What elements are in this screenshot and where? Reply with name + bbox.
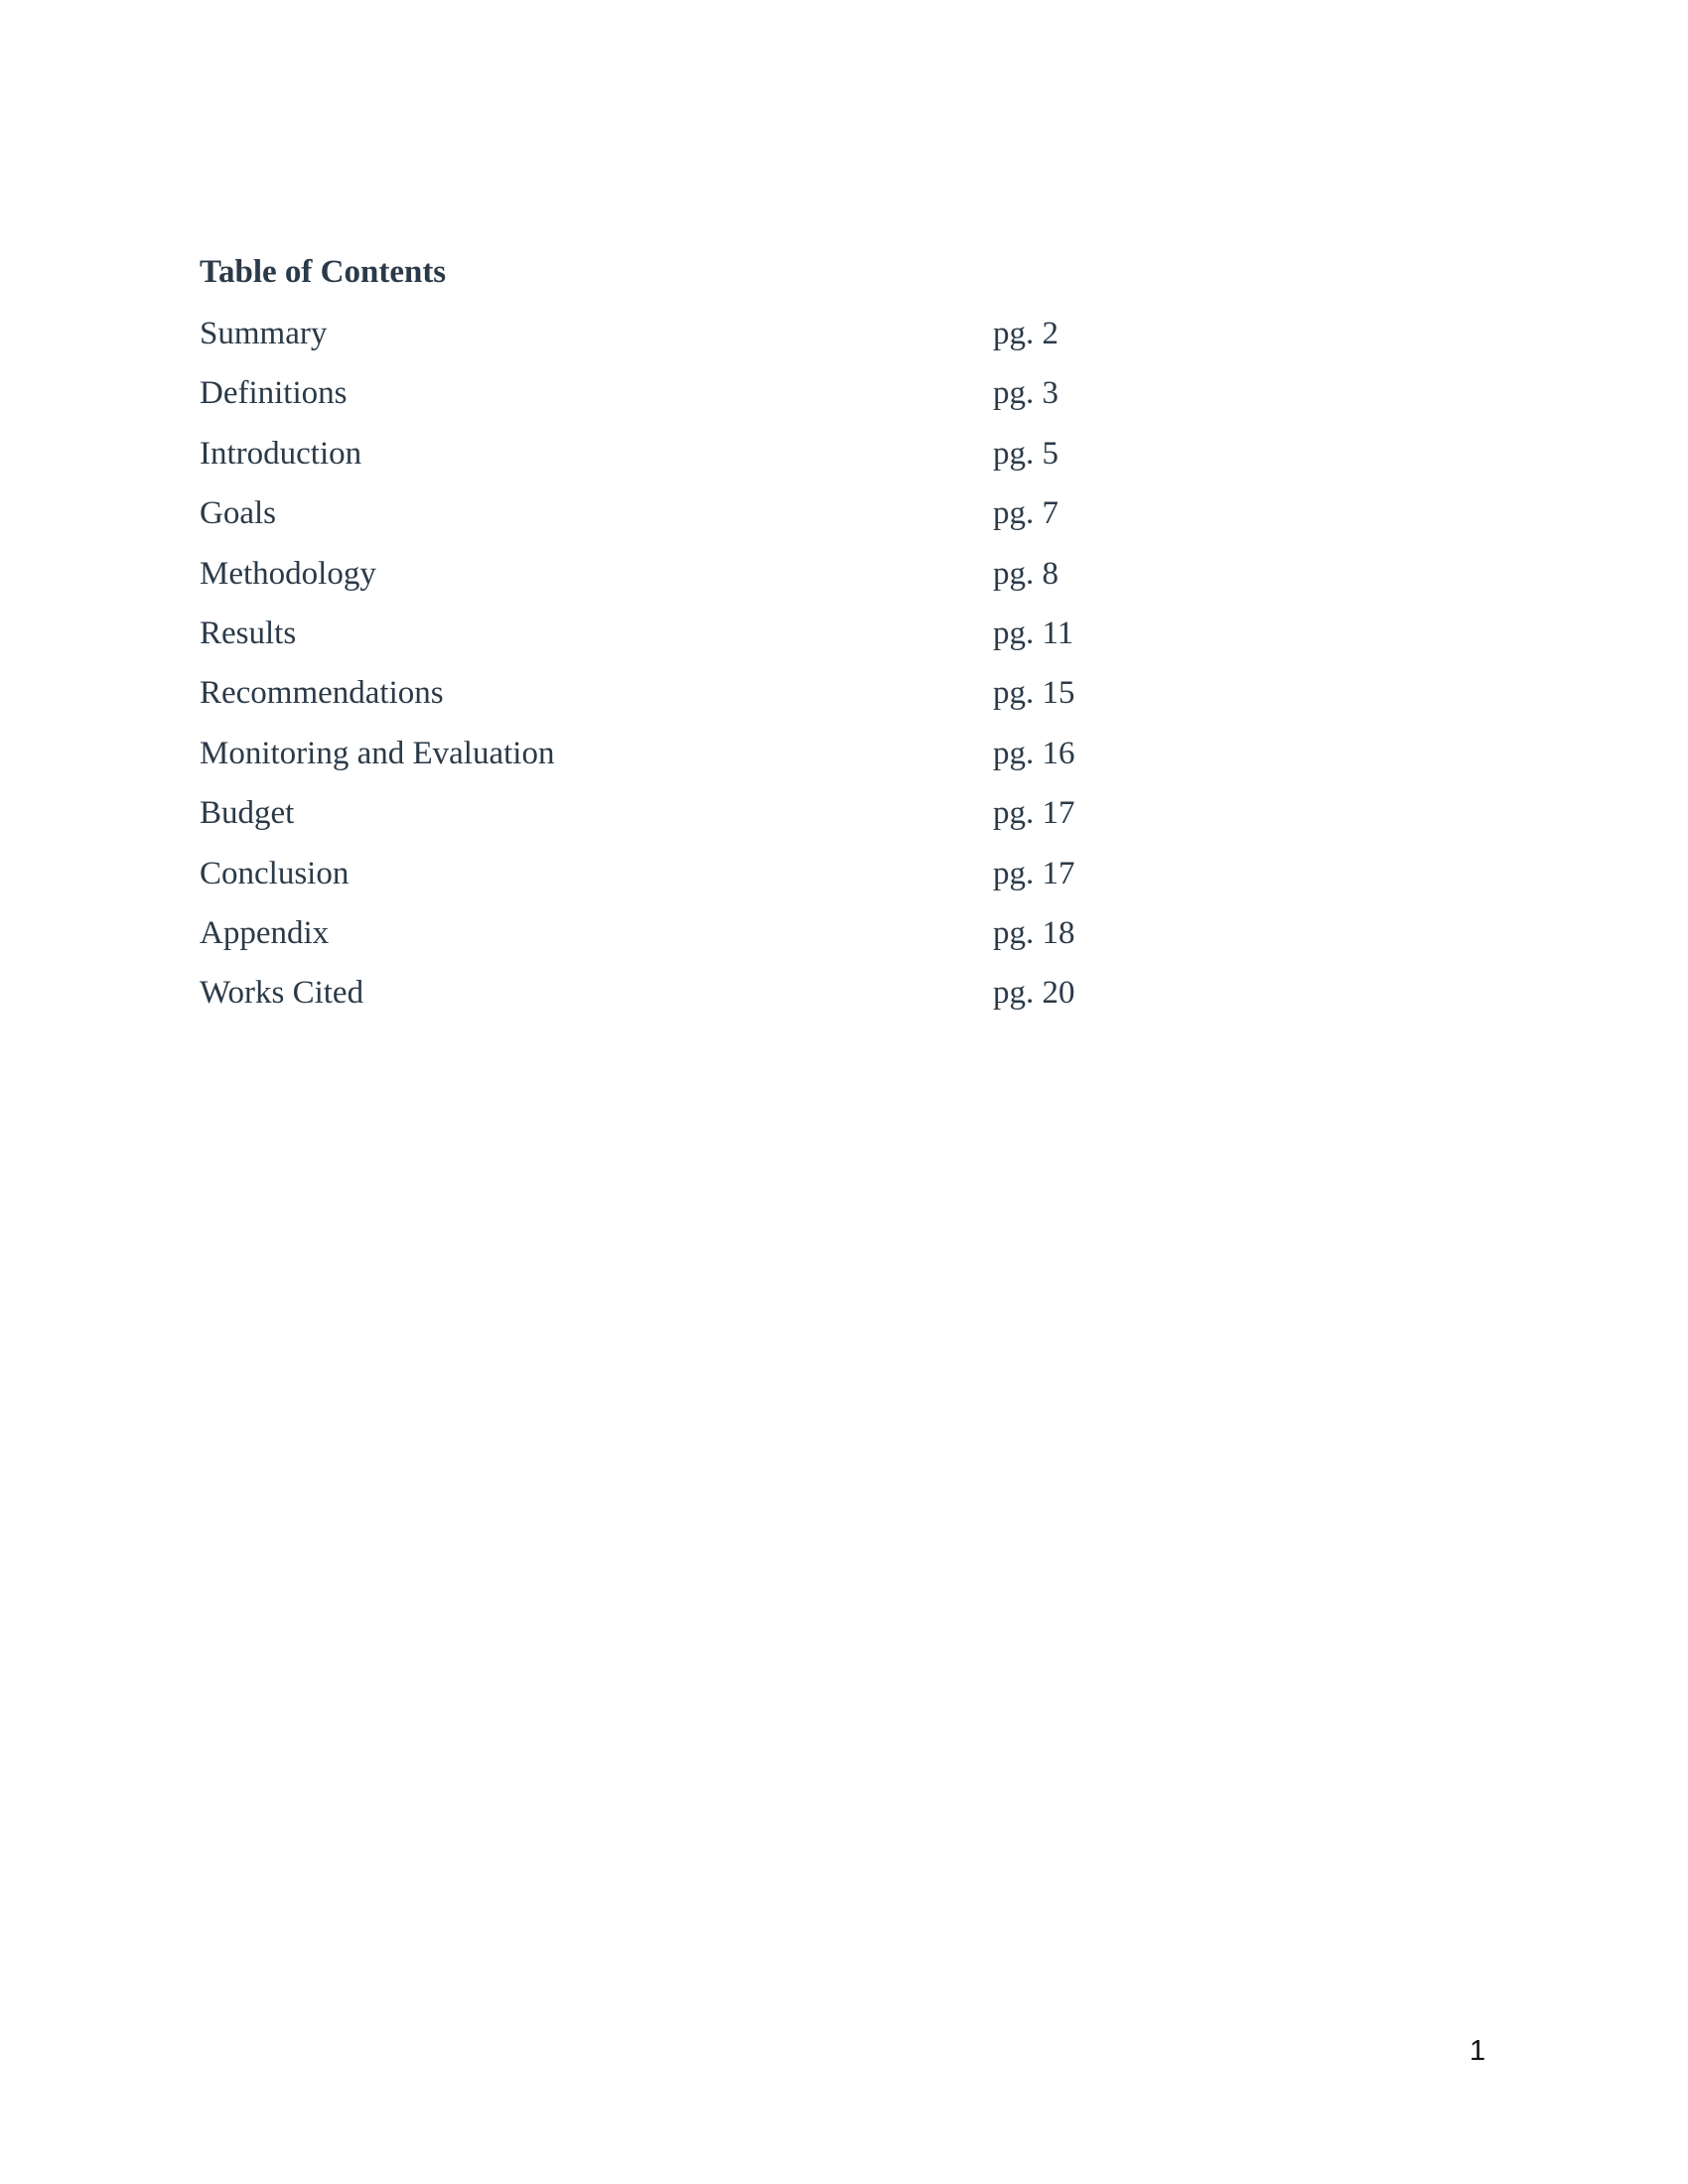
toc-entry-monitoring-and-evaluation	[200, 735, 1193, 797]
toc-entry-label: Introduction	[200, 435, 362, 472]
toc-entry-page: pg. 5	[993, 435, 1058, 472]
toc-entry-label: Conclusion	[200, 855, 350, 891]
toc-entry-label: Goals	[200, 495, 276, 532]
toc-entry-label: Works Cited	[200, 975, 364, 1012]
toc-entry-summary	[200, 318, 1193, 377]
toc-entry-page: pg. 20	[993, 975, 1075, 1012]
toc-entry-budget	[200, 797, 1193, 857]
toc-entry-page: pg. 8	[993, 555, 1058, 592]
toc-entry-page: pg. 11	[993, 614, 1074, 651]
toc-entry-results	[200, 614, 1193, 677]
toc-entry-recommendations	[200, 677, 1193, 737]
toc-entry-label: Results	[200, 614, 297, 651]
toc-entry-methodology	[200, 555, 1193, 617]
toc-entry-label: Monitoring and Evaluation	[200, 735, 555, 771]
toc-entry-label: Recommendations	[200, 675, 444, 712]
toc-list	[200, 318, 1193, 1037]
toc-entry-page: pg. 3	[993, 375, 1058, 412]
toc-entry-introduction	[200, 435, 1193, 497]
toc-entry-label: Definitions	[200, 375, 348, 412]
toc-entry-goals	[200, 497, 1193, 557]
toc-entry-page: pg. 7	[993, 495, 1058, 532]
toc-entry-definitions	[200, 377, 1193, 437]
toc-entry-page: pg. 18	[993, 914, 1075, 951]
toc-entry-page: pg. 16	[993, 735, 1075, 771]
toc-entry-conclusion	[200, 855, 1193, 917]
toc-entry-label: Methodology	[200, 555, 376, 592]
toc-entry-page: pg. 17	[993, 795, 1075, 832]
toc-entry-page: pg. 2	[993, 316, 1058, 351]
toc-heading: Table of Contents	[200, 254, 447, 290]
toc-entry-label: Appendix	[200, 914, 330, 951]
page-number: 1	[1470, 2035, 1486, 2067]
toc-entry-works-cited	[200, 977, 1193, 1036]
toc-entry-page: pg. 17	[993, 855, 1075, 891]
toc-entry-page: pg. 15	[993, 675, 1075, 712]
toc-entry-appendix	[200, 914, 1193, 977]
toc-entry-label: Summary	[200, 316, 328, 351]
toc-entry-label: Budget	[200, 795, 295, 832]
